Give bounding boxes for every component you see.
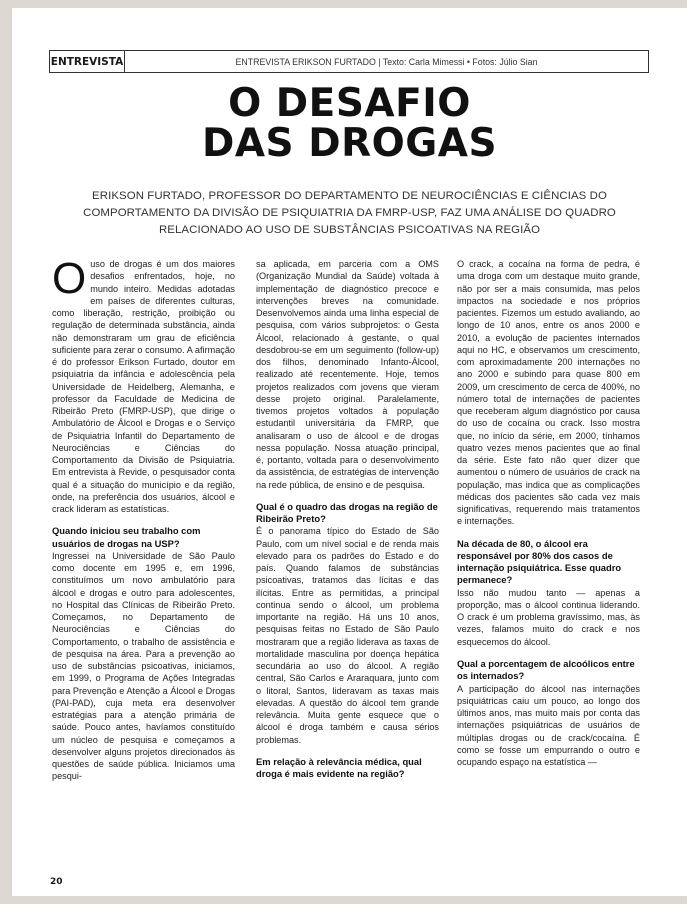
question-heading: Em relação à relevância médica, qual droga é mais evidente na região? xyxy=(256,755,422,780)
text-column-2 xyxy=(256,258,439,780)
magazine-page xyxy=(12,8,687,896)
question-heading: Qual a porcentagem de alcoólicos entre os internados? xyxy=(457,657,635,682)
question-heading: Quando iniciou seu trabalho com usuários de drogas na USP? xyxy=(52,525,201,549)
article-title xyxy=(12,81,687,166)
article-subtitle: ERIKSON FURTADO, PROFESSOR DO DEPARTAMENTO DE NEUROCIÊNCIAS E CIÊNCIAS DO COMPORTAMENTO DA DIVISÃO DE PSIQUIATRIA DA FMRP-USP, FAZ UMA ANÁLISE DO QUADRO RELACIONADO AO USO DE SUBSTÂNCIAS PSICOATIVAS NA REGIÃO xyxy=(83,190,616,236)
drop-cap: O xyxy=(52,254,87,303)
answer-paragraph: É o panorama típico do Estado de São Paulo, com um nível social e de renda mais elevado para os padrões do Estado e do país. Quando falamos de substâncias psicoativas, tratamos das lícitas e das ilícitas. Entre as permitidas, a principal continua sendo o álcool, um problema importante na região. Há uns 10 anos, pesquisas feitas no Estado de São Paulo mostraram que a região liderava as taxas de mortalidade masculina por doença hepática secundária ao uso do álcool. A região central, São Carlos e Araraquara, junto com o litoral, Santos, lideravam as taxas mais elevadas. A questão do álcool tem grande relevância. Muita gente esquece que o álcool é droga também e causa sérios problemas. xyxy=(256,526,439,745)
question-heading: Na década de 80, o álcool era responsável por 80% dos casos de internação psiquiátrica. Esse quadro permanece? xyxy=(457,537,622,586)
text-column-1 xyxy=(52,254,235,783)
question-heading: Qual é o quadro das drogas na região de Ribeirão Preto? xyxy=(256,500,438,525)
intro-text: uso de drogas é um dos maiores desafios enfrentados, hoje, no mundo inteiro. Medidas adotadas em países de diferentes culturas, como liberação, restrição, proibição ou regulação de determinada substância, ainda não demonstraram um grau de eficiência suficiente para zerar o consumo. A afirmação é do professor Erikson Furtado, doutor em psiquiatria da infância e adolescência pela Universidade de Heidelberg, Alemanha, e professor da Faculdade de Medicina de Ribeirão Preto (FMRP-USP), que dirige o Ambulatório de Álcool e Drogas e o Serviço de Psiquiatria Infantil do Departamento de Neurociências e Ciências do Comportamento da Divisão de Psiquiatria. Em entrevista à Revide, o pesquisador conta qual é a situação do município e da região, onde, na preferência dos usuários, álcool e crack lideram as estatísticas. xyxy=(52,259,235,514)
answer-paragraph: Isso não mudou tanto — apenas a proporção, mas o álcool continua liderando. O crack é um problema gravíssimo, mas, às vezes, falamos muito do crack e nos esquecemos do álcool. xyxy=(457,587,640,647)
article-credits: ENTREVISTA ERIKSON FURTADO | Texto: Carla Mimessi • Fotos: Júlio Sian xyxy=(235,56,538,67)
section-label: ENTREVISTA xyxy=(50,51,125,72)
title-line-2: DAS DROGAS xyxy=(201,121,498,166)
page-header xyxy=(49,50,649,73)
answer-paragraph: sa aplicada, em parceria com a OMS (Organização Mundial da Saúde) voltada à implementação de diagnóstico precoce e intervenções breves na comunidade. Desenvolvemos ainda uma linha especial de pesquisa, com vários subprojetos: o Gesta Álcool, relacionado à gestante, o qual desdobrou-se em um seguimento (follow-up) dos filhos, denominado Infanto-Álcool, realizado até recentemente. Hoje, temos projetos realizados com jovens que vieram desse projeto original. Paralelamente, tivemos projetos voltados à população estudantil universitária da FMRP, que analisaram o uso de álcool e de drogas nessa população. Nossa atuação principal, é, portanto, voltada para o desenvolvimento da assistência, de estratégias de intervenção na rede pública, de ensino e de pesquisa. xyxy=(256,259,439,490)
text-column-3 xyxy=(457,258,640,768)
title-line-1: O DESAFIO xyxy=(228,81,471,126)
page-number: 20 xyxy=(50,877,63,887)
answer-paragraph: Ingressei na Universidade de São Paulo como docente em 1995 e, em 1996, constituímos um novo ambulatório para álcool e drogas e outro para adolescentes, no Hospital das Clínicas de Ribeirão Preto. Começamos, no Departamento de Neurociências e Ciências do Comportamento, o trabalho de assistência e de pesquisa na área. Para a prevenção ao uso de substâncias psicoativas, iniciamos, em 1999, o Programa de Ações Integradas para Prevenção e Atenção a Álcool e Drogas (PAI-PAD), cuja meta era desenvolver estratégias para a atenção primária de saúde. Pouco antes, havíamos constituído um núcleo de pesquisa e começamos a desenvolver alguns projetos direcionados às questões de saúde pública. Iniciamos uma pesqui- xyxy=(52,550,235,782)
intro-paragraph xyxy=(52,254,235,515)
answer-paragraph: A participação do álcool nas internações psiquiátricas caiu um pouco, ao longo dos últimos anos, mas muito mais por conta das internações psiquiátricas de usuários de múltiplas drogas ou de crack/cocaína. É como se fosse um empurrando o outro e ocupando espaço na estatística — xyxy=(457,683,640,768)
answer-paragraph: O crack, a cocaína na forma de pedra, é uma droga com um destaque muito grande, não por ser a mais consumida, mas pelos impactos na sociedade e nos próprios pacientes. Fizemos um estudo avaliando, ao longo de 10 anos, entre os anos 2000 e 2010, a evolução de pacientes internados aqui no HC, e observamos um crescimento, com aproximadamente 200 internações no ano 2000 e subindo para quase 800 em 2009, um crescimento de cerca de 400%, no número total de internações de pacientes que receberam algum diagnóstico por causa do uso de cocaína ou crack. Isso mostra que, no início da série, em 2000, tínhamos quatro vezes menos pacientes que ao final da série. Este fato não quer dizer que aumentou o número de usuários de crack na população, mas indica que as complicações médicas dos pacientes são cada vez mais significativas, requerendo mais tratamentos e internações. xyxy=(457,259,640,527)
